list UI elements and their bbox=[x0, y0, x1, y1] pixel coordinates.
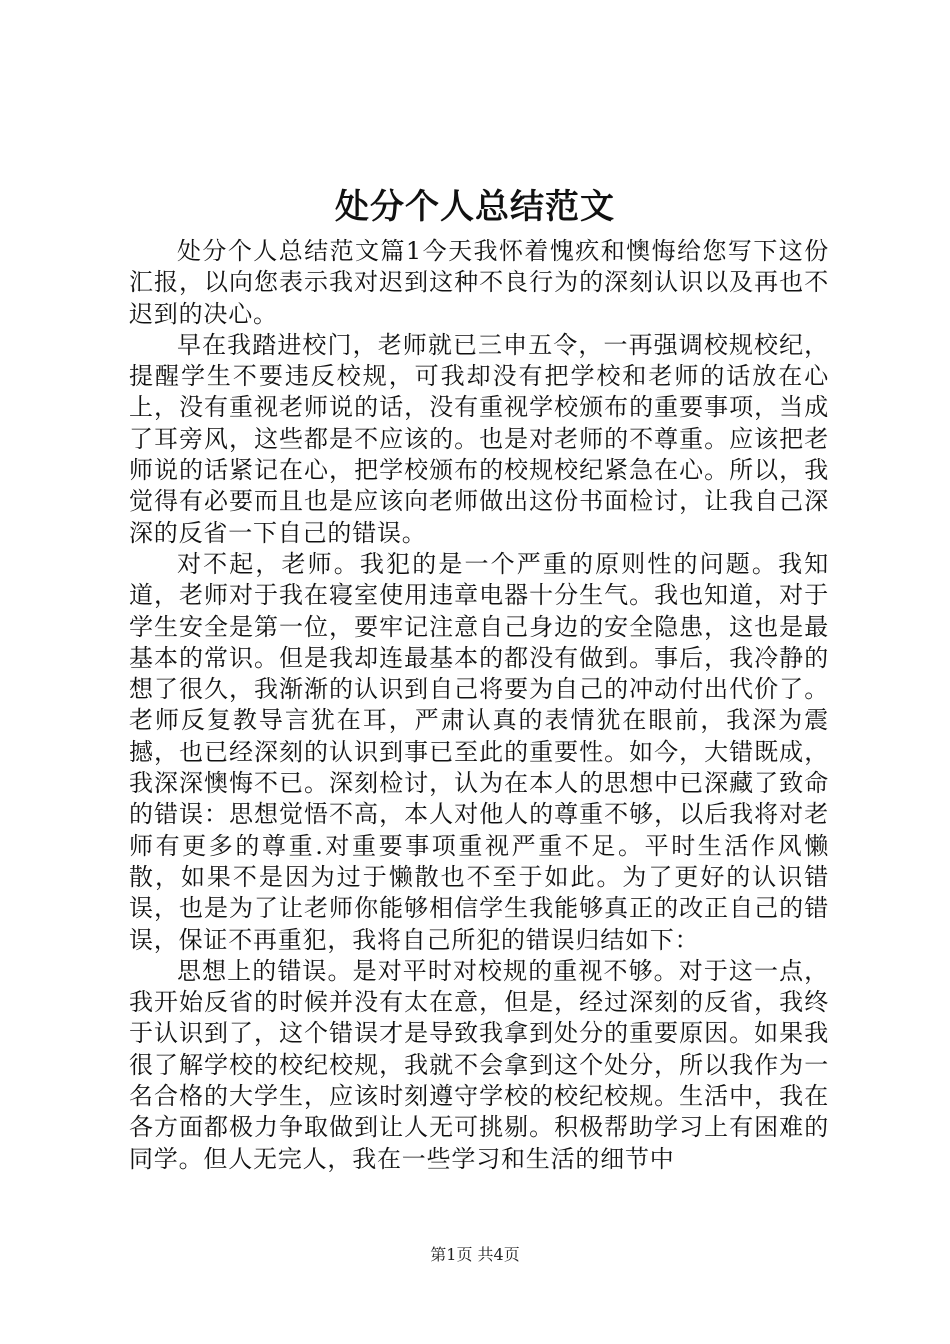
document-title: 处分个人总结范文 bbox=[335, 187, 615, 227]
paragraph: 思想上的错误。是对平时对校规的重视不够。对于这一点，我开始反省的时候并没有太在意，但是，经过深刻的反省，我终于认识到了，这个错误才是导致我拿到处分的重要原因。如果我很了解学校的校纪校规，我就不会拿到这个处分，所以我作为一名合格的大学生，应该时刻遵守学校的校纪校规。生活中，我在各方面都极力争取做到让人无可挑剔。积极帮助学习上有困难的同学。但人无完人，我在一些学习和生活的细节中 bbox=[129, 956, 829, 1173]
paragraph: 早在我踏进校门，老师就已三申五令，一再强调校规校纪，提醒学生不要违反校规，可我却没有把学校和老师的话放在心上，没有重视老师说的话，没有重视学校颁布的重要事项，当成了耳旁风，这些都是不应该的。也是对老师的不尊重。应该把老师说的话紧记在心，把学校颁布的校规校纪紧急在心。所以，我觉得有必要而且也是应该向老师做出这份书面检讨，让我自己深深的反省一下自己的错误。 bbox=[129, 330, 829, 547]
page-number-footer: 第1页 共4页 bbox=[430, 1245, 520, 1264]
document-body bbox=[129, 236, 829, 1175]
paragraph: 处分个人总结范文篇1今天我怀着愧疚和懊悔给您写下这份汇报，以向您表示我对迟到这种不良行为的深刻认识以及再也不迟到的决心。 bbox=[129, 237, 829, 328]
paragraph: 对不起，老师。我犯的是一个严重的原则性的问题。我知道，老师对于我在寝室使用违章电器十分生气。我也知道，对于学生安全是第一位，要牢记注意自己身边的安全隐患，这也是最基本的常识。但是我却连最基本的都没有做到。事后，我冷静的想了很久，我渐渐的认识到自己将要为自己的冲动付出代价了。老师反复教导言犹在耳，严肃认真的表情犹在眼前，我深为震撼，也已经深刻的认识到事已至此的重要性。如今，大错既成，我深深懊悔不已。深刻检讨，认为在本人的思想中已深藏了致命的错误：思想觉悟不高，本人对他人的尊重不够，以后我将对老师有更多的尊重.对重要事项重视严重不足。平时生活作风懒散，如果不是因为过于懒散也不至于如此。为了更好的认识错误，也是为了让老师你能够相信学生我能够真正的改正自己的错误，保证不再重犯，我将自己所犯的错误归结如下： bbox=[129, 549, 829, 954]
